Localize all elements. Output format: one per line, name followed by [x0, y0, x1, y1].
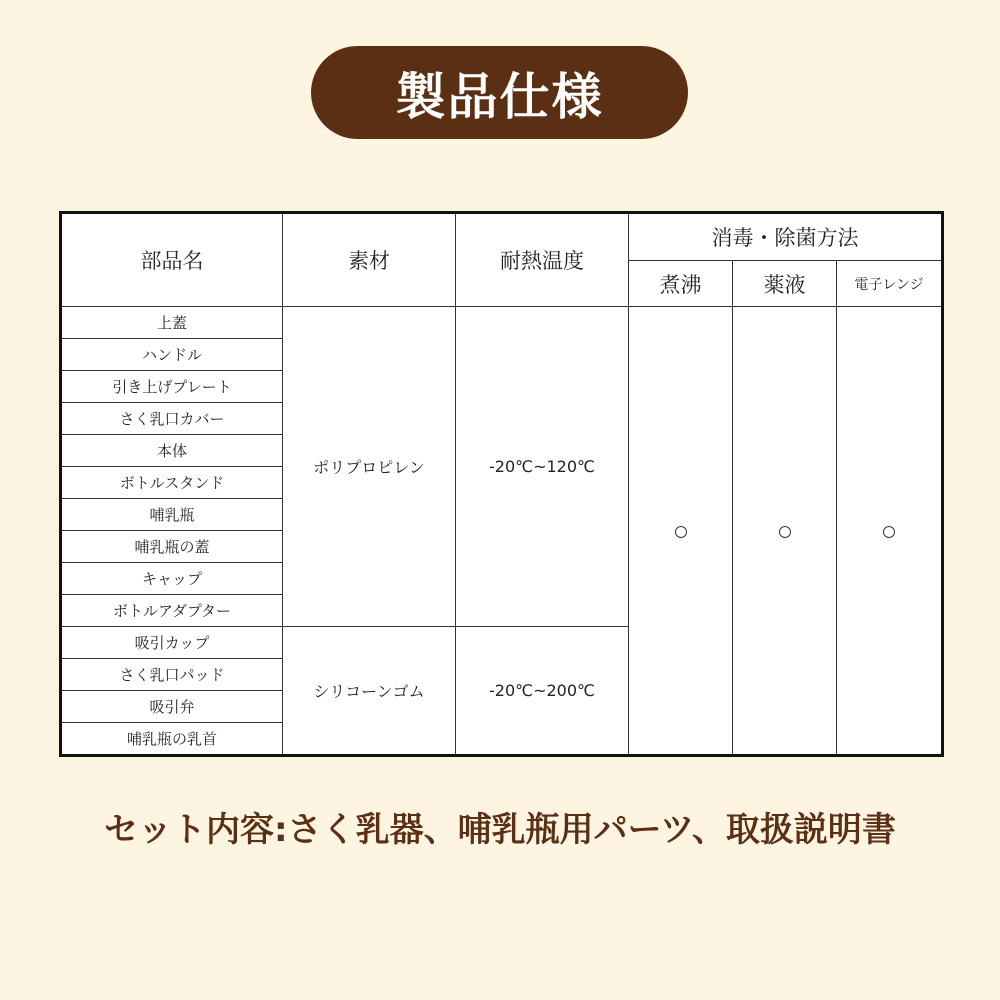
part-name-cell: キャップ — [61, 563, 283, 595]
boiling-ok-cell — [629, 307, 733, 756]
part-name-cell: 吸引弁 — [61, 691, 283, 723]
page-title: 製品仕様 — [395, 67, 604, 126]
circle-mark-icon — [675, 526, 687, 538]
temperature-cell: -20℃~120℃ — [456, 307, 629, 627]
part-name-cell: 哺乳瓶 — [61, 499, 283, 531]
header-sterilization: 消毒・除菌方法 — [629, 213, 943, 261]
part-name-cell: ハンドル — [61, 339, 283, 371]
part-name-cell: さく乳口パッド — [61, 659, 283, 691]
part-name-cell: 引き上げプレート — [61, 371, 283, 403]
part-name-cell: 本体 — [61, 435, 283, 467]
part-name-cell: ボトルスタンド — [61, 467, 283, 499]
title-banner — [311, 46, 688, 139]
spec-table — [59, 211, 944, 757]
header-boiling: 煮沸 — [629, 261, 733, 307]
part-name-cell: 吸引カップ — [61, 627, 283, 659]
part-name-cell: 哺乳瓶の蓋 — [61, 531, 283, 563]
circle-mark-icon — [883, 526, 895, 538]
part-name-cell: 哺乳瓶の乳首 — [61, 723, 283, 756]
header-part-name: 部品名 — [61, 213, 283, 307]
part-name-cell: 上蓋 — [61, 307, 283, 339]
header-heat-resistance: 耐熱温度 — [456, 213, 629, 307]
part-name-cell: さく乳口カバー — [61, 403, 283, 435]
material-cell: ポリプロピレン — [283, 307, 456, 627]
header-microwave: 電子レンジ — [837, 261, 943, 307]
part-name-cell: ボトルアダプター — [61, 595, 283, 627]
microwave-ok-cell — [837, 307, 943, 756]
set-contents-text: セット内容:さく乳器、哺乳瓶用パーツ、取扱説明書 — [104, 810, 896, 850]
material-cell: シリコーンゴム — [283, 627, 456, 756]
temperature-cell: -20℃~200℃ — [456, 627, 629, 756]
chemical-ok-cell — [733, 307, 837, 756]
circle-mark-icon — [779, 526, 791, 538]
header-material: 素材 — [283, 213, 456, 307]
header-chemical: 薬液 — [733, 261, 837, 307]
